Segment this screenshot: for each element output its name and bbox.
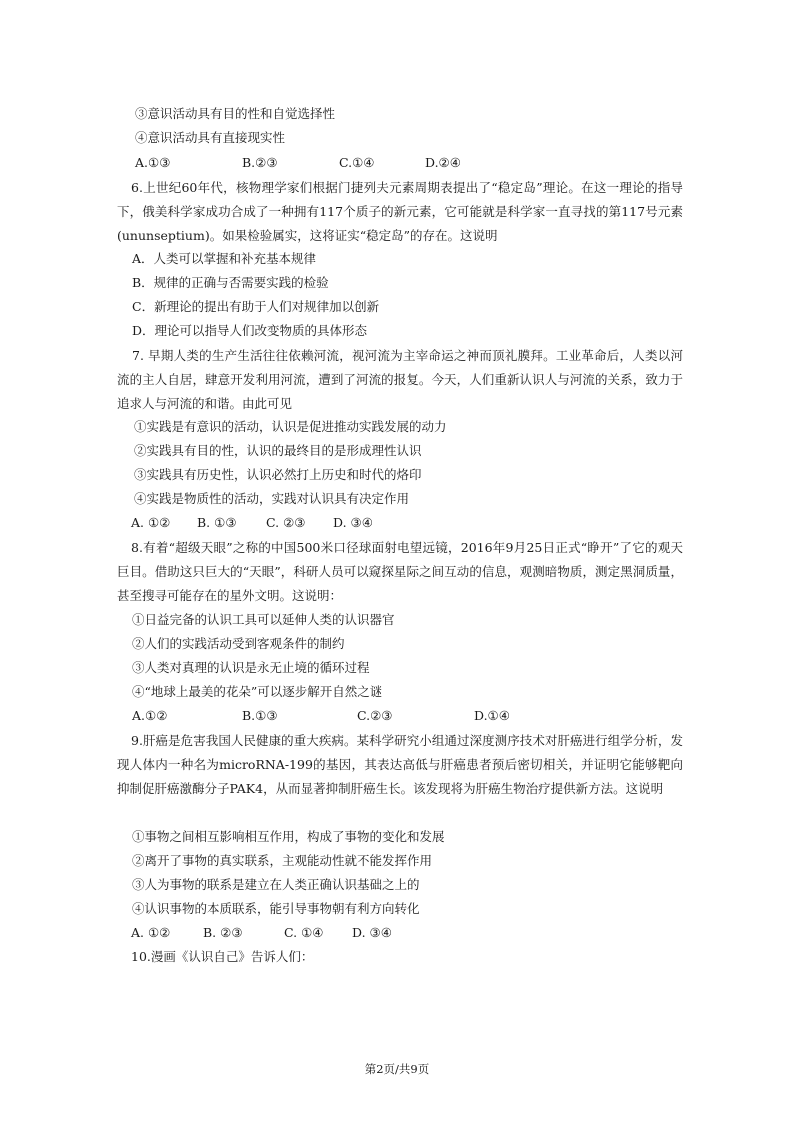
- q7-item-3: ③实践具有历史性，认识必然打上历史和时代的烙印: [134, 467, 422, 482]
- page-number-footer: 第2页/共9页: [364, 1062, 430, 1076]
- q8-option-c: C.②③: [357, 708, 393, 723]
- q7-item-4: ④实践是物质性的活动，实践对认识具有决定作用: [134, 491, 410, 506]
- q8-item-1: ①日益完备的认识工具可以延伸人类的认识器官: [132, 612, 395, 627]
- q7-stem: 7. 早期人类的生产生活往往依赖河流，视河流为主宰命运之神而顶礼膜拜。工业革命后，人类以河流的主人自居，肆意开发利用河流，遭到了河流的报复。今天，人们重新认识人与河流的关系，致力于追求人与河流的和谐。由此可见: [117, 348, 683, 411]
- q8-item-2: ②人们的实践活动受到客观条件的制约: [132, 636, 345, 651]
- q8-option-d: D.①④: [474, 708, 510, 723]
- q8-stem: 8.有着“超级天眼”之称的中国500米口径球面射电望远镜，2016年9月25日正式“睁开”了它的观天巨目。借助这只巨大的“天眼”，科研人员可以窥探星际之间互动的信息，观测暗物质，测定黑洞质量，甚至搜寻可能存在的星外文明。这说明：: [117, 540, 683, 603]
- q9-stem: 9.肝癌是危害我国人民健康的重大疾病。某科学研究小组通过深度测序技术对肝癌进行组学分析，发现人体内一种名为microRNA-199的基因，其表达高低与肝癌患者预后密切相关，并证明它能够靶向抑制促肝癌激酶分子PAK4，从而显著抑制肝癌生长。该发现将为肝癌生物治疗提供新方法。这说明: [117, 733, 683, 796]
- q9-item-2: ②离开了事物的真实联系，主观能动性就不能发挥作用: [132, 853, 433, 868]
- q9-item-3: ③人为事物的联系是建立在人类正确认识基础之上的: [132, 877, 420, 892]
- q8-item-3: ③人类对真理的认识是永无止境的循环过程: [132, 660, 370, 675]
- q5-option-d: D.②④: [425, 155, 461, 170]
- q8-option-a: A.①②: [132, 708, 168, 723]
- q7-option-d: D. ③④: [333, 515, 373, 530]
- q8-item-4: ④“地球上最美的花朵”可以逐步解开自然之谜: [132, 684, 383, 699]
- q10-stem: 10.漫画《认识自己》告诉人们：: [131, 949, 314, 964]
- q8-option-b: B.①③: [242, 708, 278, 723]
- q9-item-4: ④认识事物的本质联系，能引导事物朝有利方向转化: [132, 901, 420, 916]
- q9-option-c: C. ①④: [284, 925, 324, 940]
- q5-option-a: A.①③: [135, 155, 171, 170]
- q9-item-1: ①事物之间相互影响相互作用，构成了事物的变化和发展: [132, 829, 445, 844]
- q6-option-a: A．人类可以掌握和补充基本规律: [132, 251, 317, 266]
- q7-option-a: A. ①②: [131, 515, 171, 530]
- q7-item-1: ①实践是有意识的活动，认识是促进推动实践发展的动力: [134, 419, 447, 434]
- q9-option-b: B. ②③: [203, 925, 243, 940]
- q5-option-c: C.①④: [339, 155, 375, 170]
- q7-option-c: C. ②③: [266, 515, 306, 530]
- q6-option-c: C．新理论的提出有助于人们对规律加以创新: [132, 299, 380, 314]
- q6-option-d: D．理论可以指导人们改变物质的具体形态: [132, 323, 368, 338]
- q6-stem: 6.上世纪60年代，核物理学家们根据门捷列夫元素周期表提出了“稳定岛”理论。在这一理论的指导下，俄美科学家成功合成了一种拥有117个质子的新元素，它可能就是科学家一直寻找的第117号元素(ununseptium)。如果检验属实，这将证实“稳定岛”的存在。这说明: [117, 180, 683, 243]
- q9-option-d: D. ③④: [352, 925, 392, 940]
- q7-item-2: ②实践具有目的性，认识的最终目的是形成理性认识: [134, 443, 422, 458]
- q5-option-b: B.②③: [242, 155, 278, 170]
- q9-option-a: A. ①②: [131, 925, 171, 940]
- q5-item-4: ④意识活动具有直接现实性: [135, 130, 286, 145]
- q7-option-b: B. ①③: [197, 515, 237, 530]
- q6-option-b: B．规律的正确与否需要实践的检验: [132, 275, 329, 290]
- q5-item-3: ③意识活动具有目的性和自觉选择性: [135, 106, 336, 121]
